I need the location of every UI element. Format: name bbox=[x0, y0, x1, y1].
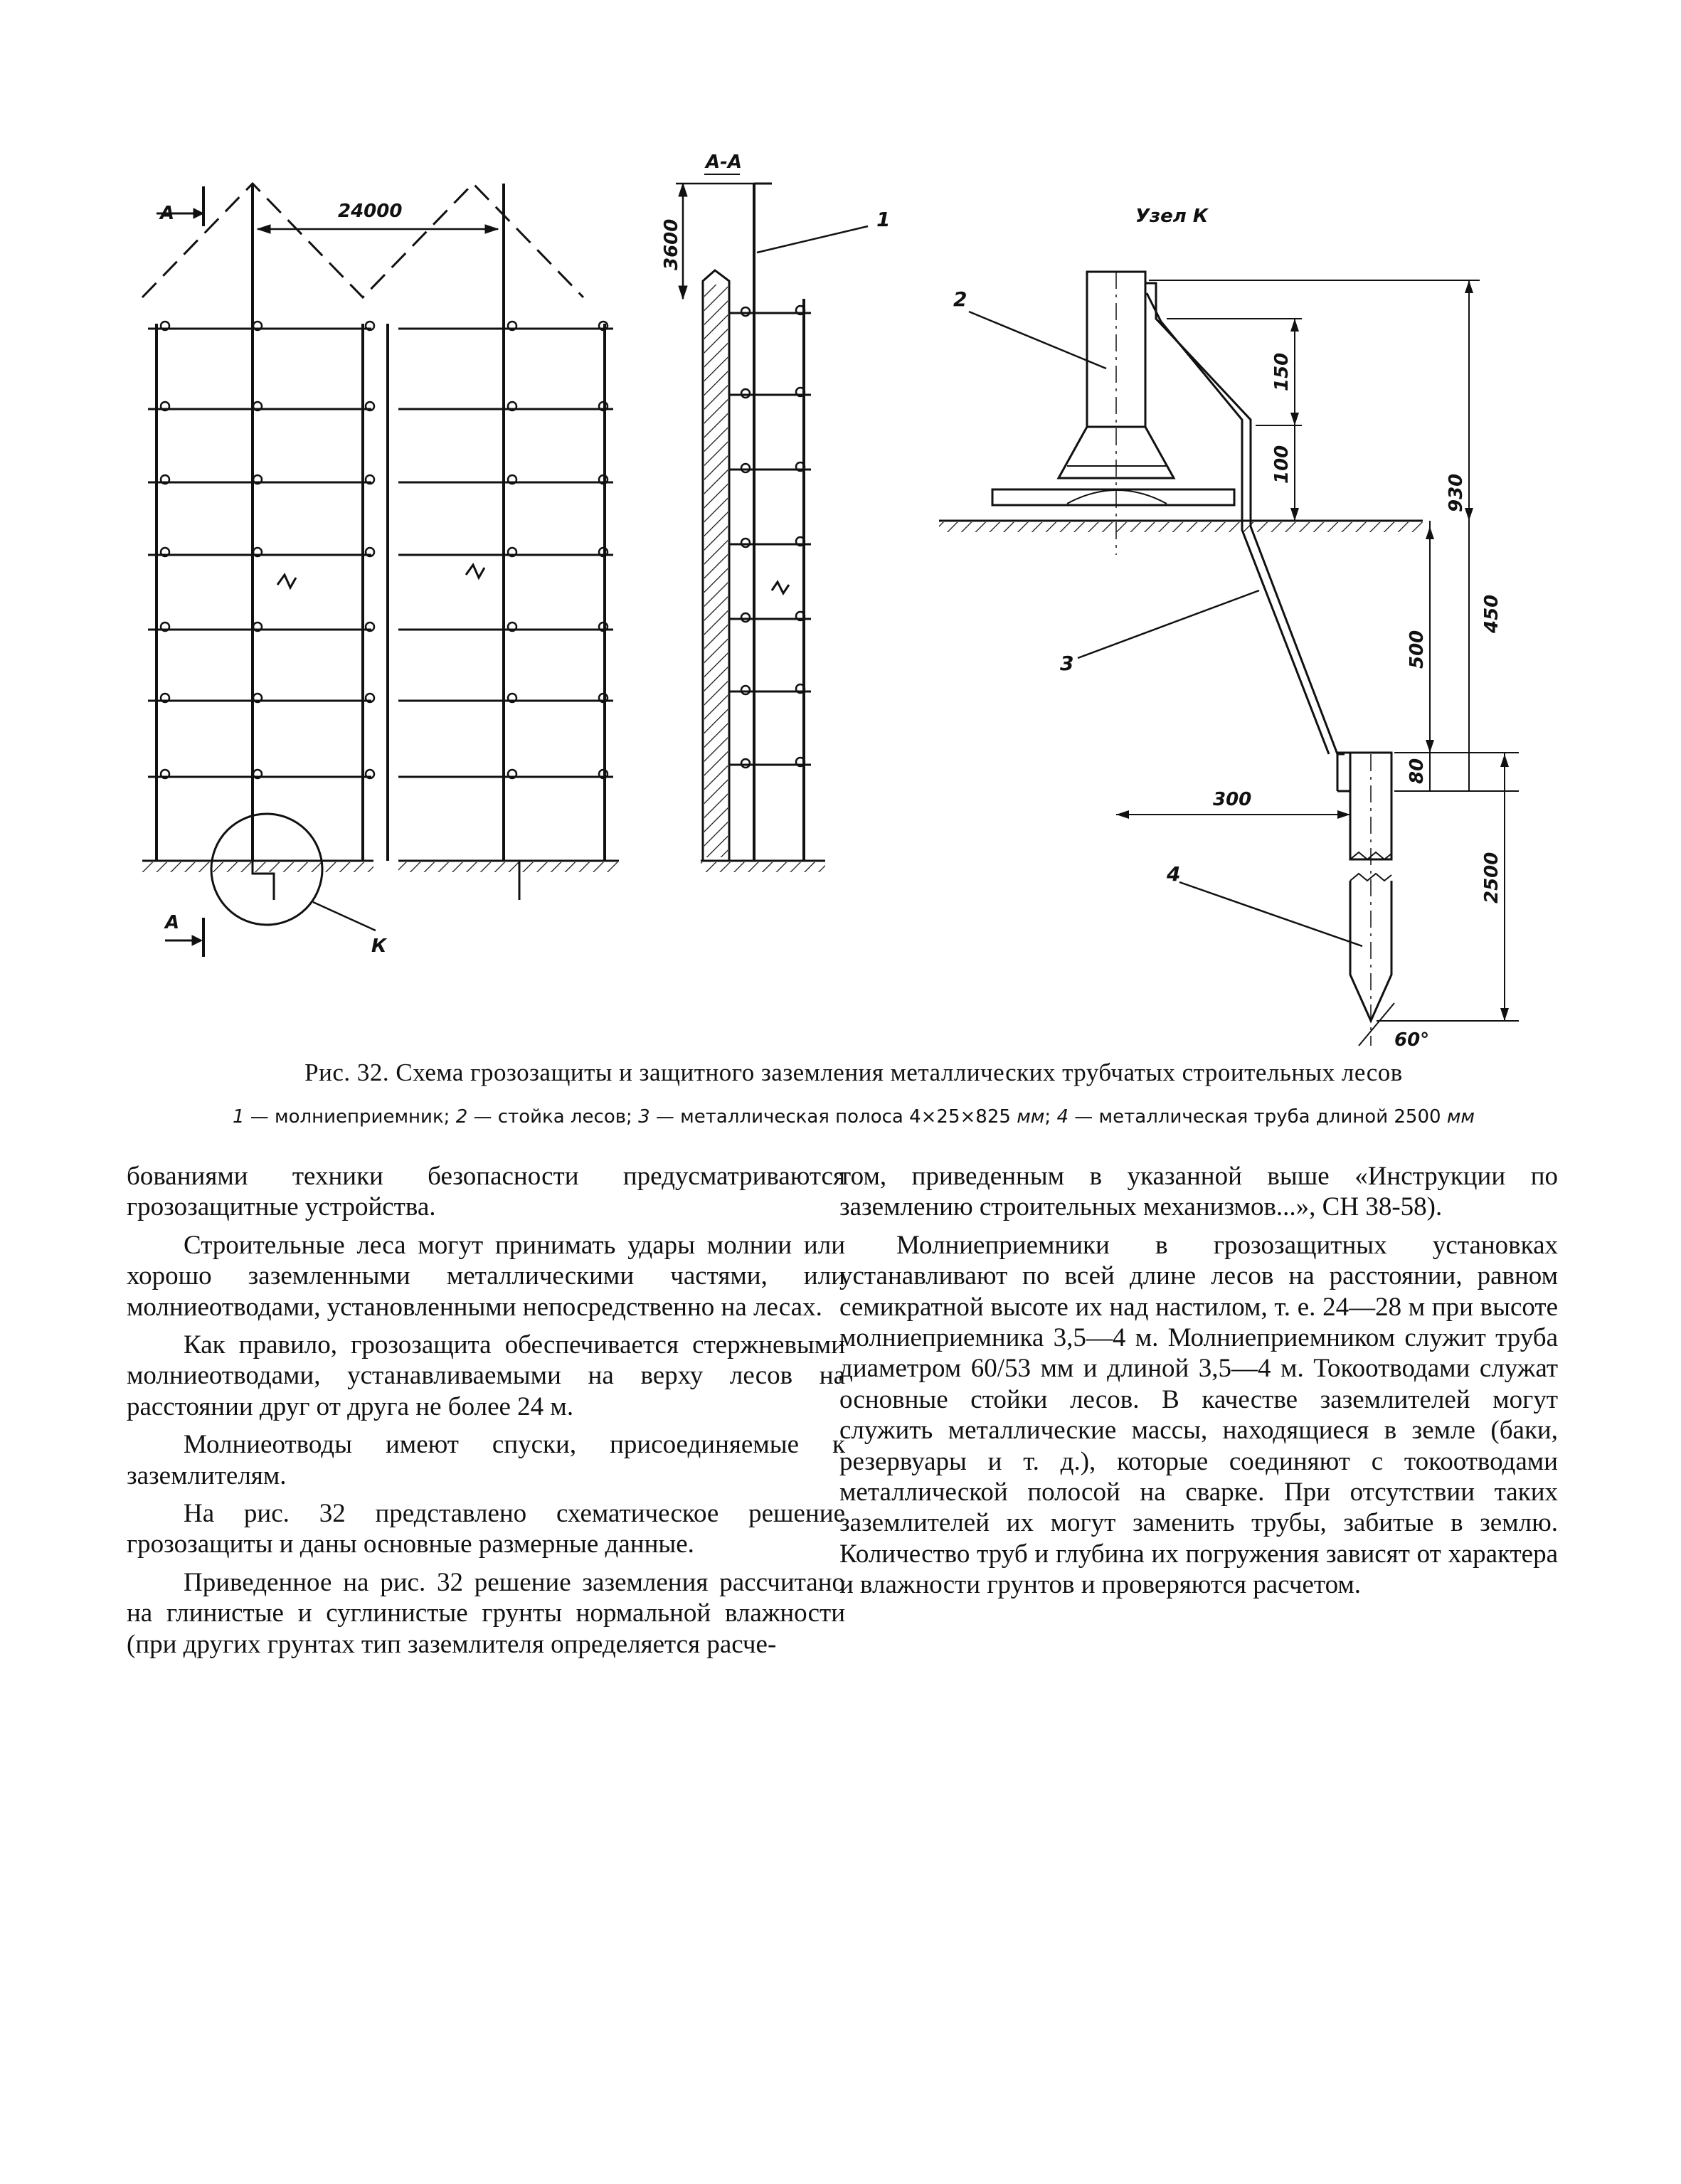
dim-300: 300 bbox=[1213, 789, 1252, 810]
clamp bbox=[741, 613, 750, 622]
dim-span: 24000 bbox=[338, 201, 403, 222]
section-mark-top: А bbox=[160, 203, 175, 224]
dim-80: 80 bbox=[1406, 758, 1428, 784]
item-1-label: 1 bbox=[876, 208, 891, 231]
paragraph: Приведенное на рис. 32 решение заземления рассчитано на глинистые и суглинистые грунты нормальной влажности (при других грунтах тип заземлителя определяется расче- bbox=[127, 1567, 845, 1659]
node-mark: К bbox=[371, 935, 387, 957]
clamp bbox=[741, 686, 750, 694]
paragraph: Молниеприемники в грозозащитных установках устанавливают по всей длине лесов на расстоянии, равном семикратной высоте их над настилом, т. е. 24—28 м при высоте молниеприемника 3,5—4 м. Молниеприемником служит труба диаметром 60/53 мм и длиной 3,5—4 м. Токоотводами служат основные стойки лесов. В качестве заземлителей могут служить металлические массы, находящиеся в земле (баки, резервуары и т. д.), которые соединяют с токоотводами металлической полосой на сварке. При отсутствии таких заземлителей их могут заменить трубы, забитые в землю. Количество труб и глубина их погружения зависят от характера и влажности грунтов и проверяются расчетом. bbox=[839, 1230, 1558, 1600]
section-title: А-А bbox=[706, 152, 743, 173]
node-title: Узел К bbox=[1135, 206, 1209, 227]
dim-930: 930 bbox=[1446, 473, 1467, 512]
paragraph: бованиями техники безопасности предусматриваются грозозащитные устройства. bbox=[127, 1162, 845, 1222]
clamp bbox=[741, 759, 750, 768]
dim-rod-height: 3600 bbox=[661, 218, 682, 270]
clamp bbox=[741, 539, 750, 547]
item-4-label: 4 bbox=[1167, 862, 1181, 886]
text-column-right bbox=[839, 1161, 1558, 1608]
section-mark-bottom: А bbox=[165, 912, 180, 933]
dim-2500: 2500 bbox=[1481, 852, 1502, 903]
legend-item-3: 3 — металлическая полоса 4×25×825 мм; bbox=[638, 1106, 1057, 1128]
clamp bbox=[741, 389, 750, 398]
figure-caption: Рис. 32. Схема грозозащиты и защитного заземления металлических трубчатых строительных лесов bbox=[304, 1059, 1403, 1086]
clamp bbox=[741, 307, 750, 316]
item-2-label: 2 bbox=[953, 287, 967, 311]
dim-angle: 60° bbox=[1394, 1029, 1430, 1051]
paragraph: На рис. 32 представлено схематическое решение грозозащиты и даны основные размерные данные. bbox=[127, 1499, 845, 1559]
text-column-left bbox=[127, 1161, 845, 1667]
legend-item-2: 2 — стойка лесов; bbox=[455, 1106, 639, 1128]
node-k-view bbox=[939, 272, 1519, 1046]
dim-150: 150 bbox=[1271, 352, 1293, 391]
dim-500: 500 bbox=[1406, 630, 1428, 669]
legend-item-4: 4 — металлическая труба длиной 2500 мм bbox=[1056, 1106, 1475, 1128]
figure-32-drawing bbox=[0, 0, 1681, 1053]
paragraph: Строительные леса могут принимать удары молнии или хорошо заземленными металлическими частями, или молниеотводами, установленными непосредственно на лесах. bbox=[127, 1230, 845, 1322]
figure-legend bbox=[114, 1106, 1593, 1128]
dim-450: 450 bbox=[1481, 594, 1502, 633]
clamp bbox=[741, 464, 750, 472]
item-3-label: 3 bbox=[1060, 652, 1074, 675]
paragraph: том, приведенным в указанной выше «Инструкции по заземлению строительных механизмов...», СН 38-58). bbox=[839, 1162, 1558, 1222]
paragraph: Как правило, грозозащита обеспечивается стержневыми молниеотводами, устанавливаемыми на верху лесов на расстоянии друг от друга не более 24 м. bbox=[127, 1330, 845, 1421]
section-a-a-view bbox=[676, 174, 868, 872]
scaffold-front-view bbox=[142, 184, 619, 957]
dim-100: 100 bbox=[1271, 445, 1293, 484]
legend-item-1: 1 — молниеприемник; bbox=[232, 1106, 456, 1128]
paragraph: Молниеотводы имеют спуски, присоединяемые к заземлителям. bbox=[127, 1430, 845, 1490]
